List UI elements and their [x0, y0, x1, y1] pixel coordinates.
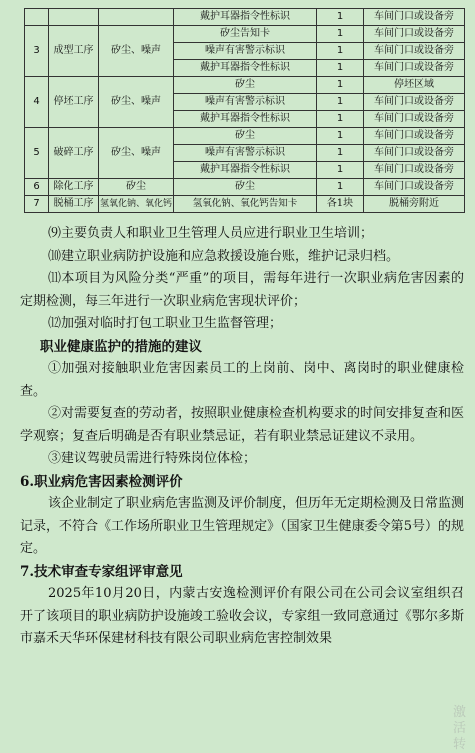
- cell-sign: 矽尘: [174, 128, 317, 145]
- cell-location: 车间门口或设备旁: [364, 60, 465, 77]
- signage-table: [24, 8, 465, 213]
- section-7-body: 2025年10月20日，内蒙古安逸检测评价有限公司在公司会议室组织召开了该项目的职业病防护设施竣工验收会议，专家组一致同意通过《鄂尔多斯市嘉禾天华环保建材科技有限公司职业病危害控制效果: [20, 586, 464, 646]
- cell-sign: 矽尘: [174, 77, 317, 94]
- health-item: ③建议驾驶员需进行特殊岗位体检；: [48, 451, 257, 466]
- section-7-heading: 7.技术审查专家组评审意见: [20, 563, 183, 580]
- health-heading: 职业健康监护的措施的建议: [40, 338, 202, 355]
- cell-process: [49, 9, 99, 26]
- cell-qty: 1: [317, 111, 364, 128]
- cell-sign: 氢氧化钠、氧化钙告知卡: [174, 196, 317, 213]
- cell-location: 车间门口或设备旁: [364, 162, 465, 179]
- cell-no: [25, 9, 49, 26]
- section-6-body: 该企业制定了职业病危害监测及评价制度，但历年无定期检测及日常监测记录，不符合《工作场所职业卫生管理规定》（国家卫生健康委令第5号）的规定。: [20, 496, 465, 556]
- cell-location: 脱桶旁附近: [364, 196, 465, 213]
- cell-location: 车间门口或设备旁: [364, 111, 465, 128]
- cell-qty: 1: [317, 162, 364, 179]
- cell-qty: 1: [317, 128, 364, 145]
- cell-sign: 矽尘: [174, 179, 317, 196]
- cell-no: 6: [25, 179, 49, 196]
- table-row: [25, 128, 465, 145]
- cell-process: 除化工序: [49, 179, 99, 196]
- cell-no: 4: [25, 77, 49, 128]
- health-item: ②对需要复查的劳动者，按照职业健康检查机构要求的时间安排复查和医学观察；复查后明确是否有职业禁忌证，若有职业禁忌证建议不录用。: [20, 406, 465, 444]
- cell-qty: 1: [317, 145, 364, 162]
- cell-process: 停坯工序: [49, 77, 99, 128]
- table-row: [25, 196, 465, 213]
- cell-process: 破碎工序: [49, 128, 99, 179]
- cell-sign: 噪声有害警示标识: [174, 145, 317, 162]
- cell-sign: 戴护耳器指令性标识: [174, 60, 317, 77]
- section-6-heading: 6.职业病危害因素检测评价: [20, 473, 183, 490]
- cell-qty: 各1块: [317, 196, 364, 213]
- table-row: [25, 77, 465, 94]
- cell-sign: 戴护耳器指令性标识: [174, 162, 317, 179]
- cell-hazard: [99, 9, 174, 26]
- cell-hazard: 矽尘、噪声: [99, 77, 174, 128]
- cell-qty: 1: [317, 9, 364, 26]
- table-row: [25, 9, 465, 26]
- cell-sign: 戴护耳器指令性标识: [174, 111, 317, 128]
- cell-location: 车间门口或设备旁: [364, 43, 465, 60]
- cell-hazard: 矽尘、噪声: [99, 128, 174, 179]
- measure-item: ⑾本项目为风险分类“严重”的项目，需每年进行一次职业病危害因素的定期检测，每三年进行一次职业病危害现状评价；: [20, 271, 464, 309]
- cell-qty: 1: [317, 77, 364, 94]
- cell-sign: 噪声有害警示标识: [174, 43, 317, 60]
- cell-sign: 戴护耳器指令性标识: [174, 9, 317, 26]
- cell-location: 车间门口或设备旁: [364, 9, 465, 26]
- cell-hazard: 矽尘、噪声: [99, 26, 174, 77]
- health-item: ①加强对接触职业危害因素员工的上岗前、岗中、离岗时的职业健康检查。: [20, 361, 464, 399]
- report-body: [20, 223, 464, 651]
- cell-no: 7: [25, 196, 49, 213]
- cell-no: 5: [25, 128, 49, 179]
- cell-qty: 1: [317, 26, 364, 43]
- measure-item: ⑿加强对临时打包工职业卫生监督管理；: [48, 316, 283, 331]
- cell-location: 车间门口或设备旁: [364, 26, 465, 43]
- cell-qty: 1: [317, 94, 364, 111]
- cell-qty: 1: [317, 43, 364, 60]
- cell-location: 车间门口或设备旁: [364, 94, 465, 111]
- cell-qty: 1: [317, 60, 364, 77]
- cell-location: 车间门口或设备旁: [364, 179, 465, 196]
- cell-location: 车间门口或设备旁: [364, 128, 465, 145]
- cell-process: 脱桶工序: [49, 196, 99, 213]
- cell-sign: 噪声有害警示标识: [174, 94, 317, 111]
- cell-qty: 1: [317, 179, 364, 196]
- table-row: [25, 26, 465, 43]
- table-row: [25, 179, 465, 196]
- cell-location: 停坯区域: [364, 77, 465, 94]
- cell-hazard: 矽尘: [99, 179, 174, 196]
- cell-hazard: 氢氧化钠、氧化钙: [99, 196, 174, 213]
- cell-location: 车间门口或设备旁: [364, 145, 465, 162]
- measure-item: ⑽建立职业病防护设施和应急救援设施台账，维护记录归档。: [48, 248, 400, 264]
- activation-watermark: 激活转: [453, 705, 467, 752]
- cell-no: 3: [25, 26, 49, 77]
- cell-sign: 矽尘告知卡: [174, 26, 317, 43]
- measure-item: ⑼主要负责人和职业卫生管理人员应进行职业卫生培训；: [48, 226, 374, 241]
- cell-process: 成型工序: [49, 26, 99, 77]
